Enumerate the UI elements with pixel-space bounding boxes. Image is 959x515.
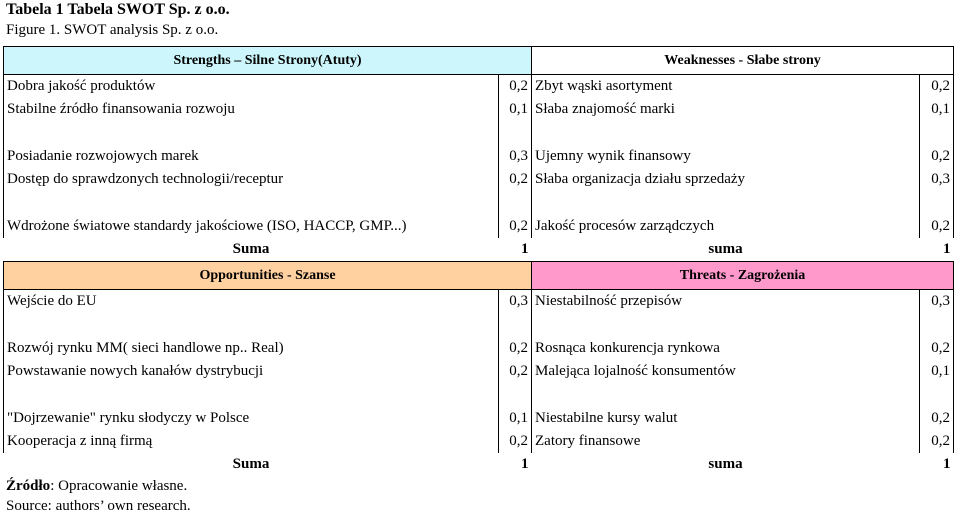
item-label <box>532 191 920 215</box>
weaknesses-header: Weaknesses - Słabe strony <box>532 47 954 75</box>
item-weight: 0,2 <box>920 75 954 99</box>
item-weight: 0,1 <box>920 98 954 121</box>
table-row <box>4 290 954 314</box>
item-weight: 0,1 <box>920 360 954 383</box>
item-label: Jakość procesów zarządczych <box>532 215 920 238</box>
source-note-pl <box>6 477 187 495</box>
sum-value: 1 <box>943 241 951 257</box>
sum-label: suma <box>708 456 743 472</box>
item-weight: 0,2 <box>499 337 532 360</box>
item-label: Kooperacja z inną firmą <box>4 430 499 453</box>
item-weight <box>920 313 954 337</box>
table-row <box>4 407 954 430</box>
table-row <box>4 121 954 145</box>
item-label: Słaba znajomość marki <box>532 98 920 121</box>
item-label <box>532 383 920 407</box>
table-row <box>4 313 954 337</box>
item-label <box>4 383 499 407</box>
item-label <box>4 313 499 337</box>
item-weight: 0,2 <box>920 337 954 360</box>
table-title: Tabela 1 Tabela SWOT Sp. z o.o. <box>6 1 230 18</box>
item-weight: 0,1 <box>499 407 532 430</box>
table-row <box>4 75 954 99</box>
item-label: "Dojrzewanie" rynku słodyczy w Polsce <box>4 407 499 430</box>
table-row <box>4 168 954 191</box>
figure-caption: Figure 1. SWOT analysis Sp. z o.o. <box>6 22 219 38</box>
table-row <box>4 145 954 168</box>
item-label: Rosnąca konkurencja rynkowa <box>532 337 920 360</box>
sum-row-bottom <box>4 453 954 476</box>
swot-header-row-top <box>4 47 954 75</box>
item-label <box>532 121 920 145</box>
item-label: Wejście do EU <box>4 290 499 314</box>
item-weight: 0,3 <box>499 290 532 314</box>
table-row <box>4 98 954 121</box>
source-label: Źródło <box>6 478 51 494</box>
item-weight <box>920 191 954 215</box>
strengths-header: Strengths – Silne Strony(Atuty) <box>4 47 532 75</box>
item-label <box>532 313 920 337</box>
item-label: Dostęp do sprawdzonych technologii/receptur <box>4 168 499 191</box>
sum-label: Suma <box>232 241 270 257</box>
item-weight <box>499 313 532 337</box>
sum-label: Suma <box>232 456 270 472</box>
source-note-en: Source: authors’ own research. <box>6 498 191 514</box>
item-label: Niestabilność przepisów <box>532 290 920 314</box>
threats-header: Threats - Zagrożenia <box>532 262 954 290</box>
item-weight: 0,2 <box>920 145 954 168</box>
item-label: Słaba organizacja działu sprzedaży <box>532 168 920 191</box>
opportunities-header: Opportunities - Szanse <box>4 262 532 290</box>
item-label: Posiadanie rozwojowych marek <box>4 145 499 168</box>
source-text: : Opracowanie własne. <box>50 478 188 494</box>
item-weight: 0,1 <box>499 98 532 121</box>
item-label: Zatory finansowe <box>532 430 920 453</box>
item-weight <box>499 191 532 215</box>
item-weight <box>920 121 954 145</box>
item-label: Wdrożone światowe standardy jakościowe (ISO, HACCP, GMP...) <box>4 215 499 238</box>
item-weight: 0,2 <box>499 430 532 453</box>
table-row <box>4 360 954 383</box>
item-weight: 0,2 <box>499 360 532 383</box>
sum-value: 1 <box>521 241 529 257</box>
item-weight: 0,2 <box>499 215 532 238</box>
item-weight: 0,2 <box>499 75 532 99</box>
item-label: Powstawanie nowych kanałów dystrybucji <box>4 360 499 383</box>
sum-label: suma <box>708 241 743 257</box>
item-weight <box>920 383 954 407</box>
item-weight <box>499 121 532 145</box>
item-weight: 0,3 <box>499 145 532 168</box>
sum-row-top <box>4 238 954 262</box>
item-label: Niestabilne kursy walut <box>532 407 920 430</box>
item-weight: 0,3 <box>920 290 954 314</box>
item-label: Malejąca lojalność konsumentów <box>532 360 920 383</box>
item-label: Zbyt wąski asortyment <box>532 75 920 99</box>
item-weight <box>499 383 532 407</box>
table-row <box>4 191 954 215</box>
sum-value: 1 <box>943 456 951 472</box>
table-row <box>4 215 954 238</box>
sum-value: 1 <box>521 456 529 472</box>
item-weight: 0,2 <box>499 168 532 191</box>
item-label <box>4 121 499 145</box>
swot-table <box>3 46 954 476</box>
item-weight: 0,2 <box>920 407 954 430</box>
item-label: Ujemny wynik finansowy <box>532 145 920 168</box>
table-row <box>4 337 954 360</box>
item-weight: 0,2 <box>920 215 954 238</box>
item-weight: 0,2 <box>920 430 954 453</box>
item-label: Rozwój rynku MM( sieci handlowe np.. Real) <box>4 337 499 360</box>
item-label: Dobra jakość produktów <box>4 75 499 99</box>
item-weight: 0,3 <box>920 168 954 191</box>
table-row <box>4 430 954 453</box>
item-label <box>4 191 499 215</box>
swot-header-row-bottom <box>4 262 954 290</box>
table-row <box>4 383 954 407</box>
item-label: Stabilne źródło finansowania rozwoju <box>4 98 499 121</box>
